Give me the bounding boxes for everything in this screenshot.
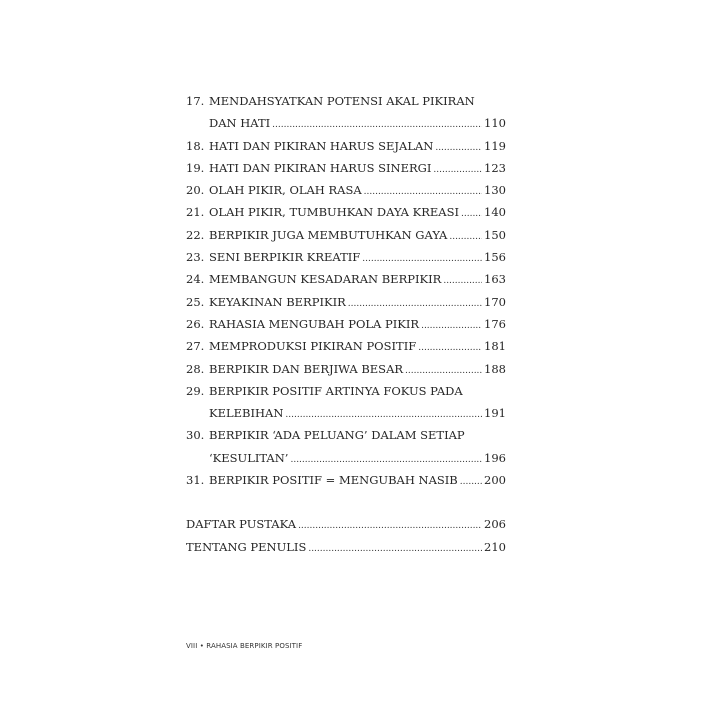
toc-entry-title: SENI BERPIKIR KREATIF — [209, 250, 361, 265]
toc-entry-body — [209, 157, 506, 181]
toc-entry-title: MEMPRODUKSI PIKIRAN POSITIF — [209, 339, 417, 354]
toc-entry-line — [186, 90, 506, 112]
toc-entry-page: 176 — [484, 316, 506, 331]
toc-entry-body — [209, 135, 506, 159]
toc-entry-body — [209, 447, 506, 471]
toc-entry-title: KEYAKINAN BERPIKIR — [209, 294, 346, 309]
toc-back-matter — [186, 513, 506, 558]
toc-entry-body — [209, 402, 506, 426]
toc-entry-title: BERPIKIR POSITIF ARTINYA FOKUS PADA — [209, 383, 463, 398]
dot-leader — [290, 449, 482, 471]
toc-entry-line — [186, 201, 506, 223]
toc-entry-body — [209, 469, 506, 493]
table-of-contents — [186, 90, 506, 558]
toc-entry-title: MEMBANGUN KESADARAN BERPIKIR — [209, 272, 442, 287]
toc-entry-title: OLAH PIKIR, TUMBUHKAN DAYA KREASI — [209, 205, 459, 220]
toc-entry-page: 140 — [484, 205, 506, 220]
toc-entry-body — [209, 313, 506, 337]
toc-back-matter-line — [186, 513, 506, 535]
toc-entry-title: HATI DAN PIKIRAN HARUS SINERGI — [209, 160, 432, 175]
toc-entry-number: 28. — [186, 361, 205, 376]
toc-entry-body — [209, 246, 506, 270]
dot-leader — [433, 159, 482, 181]
toc-entry-number: 25. — [186, 294, 205, 309]
dot-leader — [272, 114, 482, 136]
toc-entry-line — [186, 291, 506, 313]
toc-entry-line — [186, 135, 506, 157]
toc-entry-body — [209, 291, 506, 315]
toc-entry-line — [186, 335, 506, 357]
toc-entry-line — [186, 179, 506, 201]
dot-leader — [421, 315, 482, 337]
toc-entry-body — [209, 112, 506, 136]
toc-entry-title: DAN HATI — [209, 116, 271, 131]
toc-entry-title: HATI DAN PIKIRAN HARUS SEJALAN — [209, 138, 434, 153]
toc-entry-line — [186, 469, 506, 491]
dot-leader — [405, 360, 482, 382]
toc-entry-body — [209, 90, 506, 112]
toc-entry-line — [186, 358, 506, 380]
toc-entry-page: 181 — [484, 339, 506, 354]
toc-entry-number: 21. — [186, 205, 205, 220]
toc-entry-title: BERPIKIR POSITIF = MENGUBAH NASIB — [209, 473, 458, 488]
toc-entry-line — [186, 313, 506, 335]
toc-entry-title: KELEBIHAN — [209, 406, 284, 421]
toc-entry-title: ‘KESULITAN’ — [209, 450, 289, 465]
toc-entry-number: 23. — [186, 250, 205, 265]
toc-entry-body — [209, 380, 506, 402]
toc-entry-number: 31. — [186, 473, 205, 488]
toc-entry-number: 20. — [186, 183, 205, 198]
toc-entry-body — [186, 536, 506, 560]
toc-entries — [186, 90, 506, 491]
section-gap — [186, 491, 506, 513]
toc-entry-page: 119 — [484, 138, 506, 153]
toc-entry-title: DAFTAR PUSTAKA — [186, 517, 297, 532]
toc-entry-number: 19. — [186, 160, 205, 175]
toc-entry-title: BERPIKIR JUGA MEMBUTUHKAN GAYA — [209, 227, 448, 242]
toc-entry-body — [209, 268, 506, 292]
toc-entry-page: 163 — [484, 272, 506, 287]
dot-leader — [449, 226, 482, 248]
dot-leader — [461, 203, 482, 225]
toc-entry-line — [186, 402, 506, 424]
toc-entry-line — [186, 268, 506, 290]
dot-leader — [435, 137, 482, 159]
toc-entry-body — [209, 358, 506, 382]
toc-entry-line — [186, 380, 506, 402]
toc-entry-title: OLAH PIKIR, OLAH RASA — [209, 183, 362, 198]
dot-leader — [443, 270, 482, 292]
toc-entry-page: 196 — [484, 450, 506, 465]
toc-entry-line — [186, 246, 506, 268]
toc-entry-page: 206 — [484, 517, 506, 532]
toc-entry-page: 156 — [484, 250, 506, 265]
toc-entry-page: 123 — [484, 160, 506, 175]
toc-entry-line — [186, 447, 506, 469]
toc-entry-number: 26. — [186, 316, 205, 331]
toc-entry-body — [209, 224, 506, 248]
toc-entry-body — [209, 335, 506, 359]
toc-entry-page: 150 — [484, 227, 506, 242]
toc-entry-number: 17. — [186, 94, 205, 108]
dot-leader — [418, 337, 482, 359]
dot-leader — [460, 471, 482, 493]
toc-entry-number: 18. — [186, 138, 205, 153]
toc-entry-title: RAHASIA MENGUBAH POLA PIKIR — [209, 316, 420, 331]
toc-entry-page: 170 — [484, 294, 506, 309]
dot-leader — [362, 248, 482, 270]
toc-entry-title: BERPIKIR ‘ADA PELUANG’ DALAM SETIAP — [209, 428, 465, 443]
toc-entry-title: TENTANG PENULIS — [186, 539, 307, 554]
dot-leader — [298, 515, 482, 537]
toc-entry-body — [186, 513, 506, 537]
toc-entry-line — [186, 424, 506, 446]
toc-entry-title: BERPIKIR DAN BERJIWA BESAR — [209, 361, 404, 376]
dot-leader — [348, 293, 482, 315]
toc-entry-number: 24. — [186, 272, 205, 287]
toc-entry-number: 30. — [186, 428, 205, 443]
toc-entry-number: 27. — [186, 339, 205, 354]
toc-entry-line — [186, 224, 506, 246]
toc-entry-number: 22. — [186, 227, 205, 242]
toc-entry-page: 130 — [484, 183, 506, 198]
page-footer: VIII • RAHASIA BERPIKIR POSITIF — [186, 642, 303, 650]
toc-entry-number: 29. — [186, 383, 205, 398]
toc-entry-line — [186, 112, 506, 134]
toc-back-matter-line — [186, 536, 506, 558]
toc-entry-page: 110 — [484, 116, 506, 131]
toc-entry-body — [209, 179, 506, 203]
toc-entry-body — [209, 424, 506, 446]
dot-leader — [285, 404, 482, 426]
toc-entry-title: MENDAHSYATKAN POTENSI AKAL PIKIRAN — [209, 94, 475, 108]
dot-leader — [308, 538, 482, 560]
dot-leader — [364, 181, 482, 203]
toc-entry-line — [186, 157, 506, 179]
toc-entry-page: 191 — [484, 406, 506, 421]
toc-entry-body — [209, 201, 506, 225]
toc-entry-page: 188 — [484, 361, 506, 376]
toc-entry-page: 210 — [484, 539, 506, 554]
toc-entry-page: 200 — [484, 473, 506, 488]
